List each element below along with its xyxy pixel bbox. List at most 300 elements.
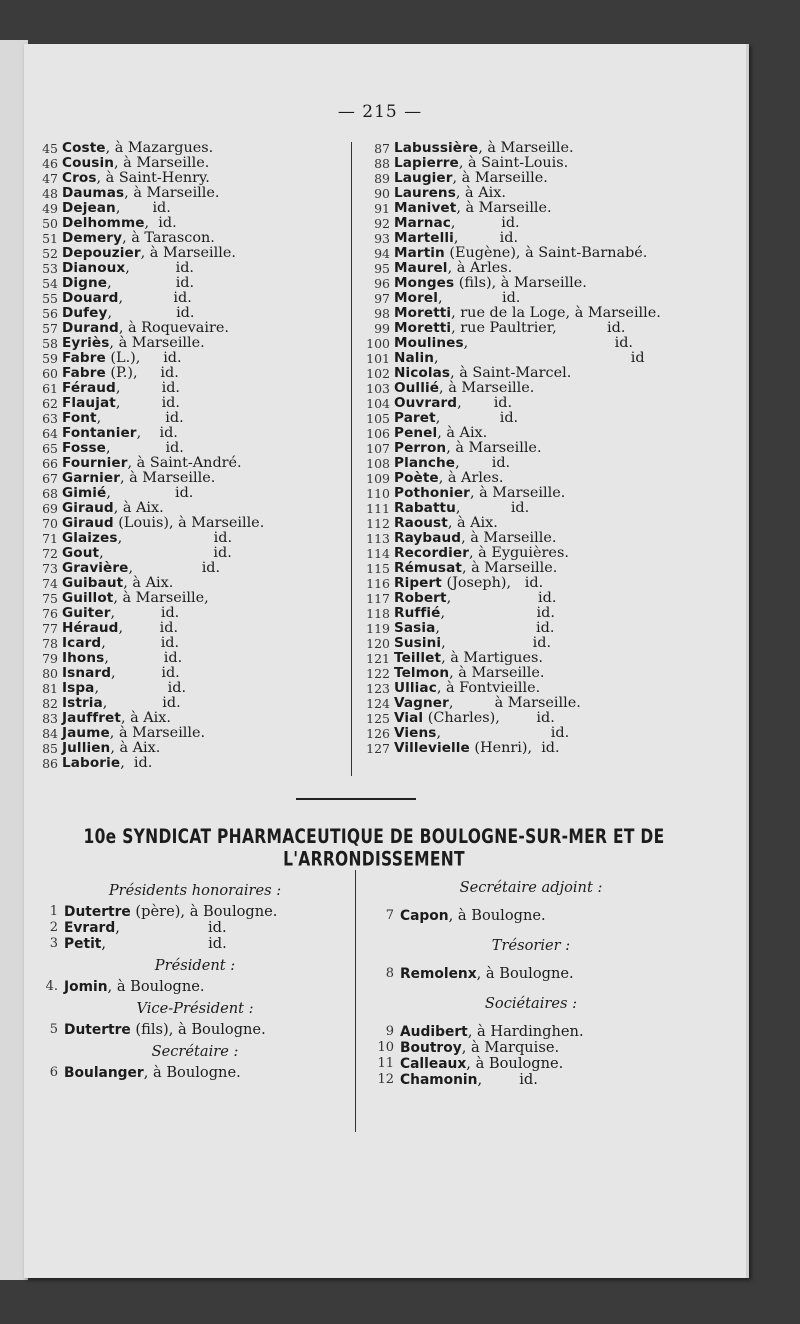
entry-number: 107 <box>366 441 390 456</box>
entry-number: 12 <box>377 1072 394 1087</box>
member-name: Moulines <box>394 335 464 351</box>
member-name: Gimié <box>62 485 107 501</box>
member-location: , id. <box>453 230 519 246</box>
list-item <box>354 591 694 606</box>
member-name: Ruffié <box>394 605 441 621</box>
entry-number: 46 <box>42 156 58 171</box>
list-item <box>354 576 694 591</box>
member-name: Vial <box>394 710 424 726</box>
member-location: , à Aix. <box>447 515 498 531</box>
entry-number: 104 <box>366 396 390 411</box>
member-location: , à Marseille. <box>462 560 558 576</box>
secretaire-list <box>40 1065 350 1081</box>
member-location: , à Fontvieille. <box>436 680 541 696</box>
member-name: Guiter <box>62 605 111 621</box>
list-item <box>354 426 694 441</box>
member-name: Pothonier <box>394 485 470 501</box>
entry-number: 77 <box>42 621 58 636</box>
boulogne-officers-right <box>366 872 696 1088</box>
member-location: , à Boulogne. <box>107 978 205 995</box>
member-location: , à Marseille. <box>452 170 548 186</box>
entry-number: 88 <box>374 156 390 171</box>
member-name: Digne <box>62 275 108 291</box>
member-name: Raybaud <box>394 530 462 546</box>
list-item <box>354 441 694 456</box>
entry-number: 94 <box>374 246 390 261</box>
member-name: Perron <box>394 440 447 456</box>
member-name: Audibert <box>400 1024 468 1040</box>
member-name: Douard <box>62 290 119 306</box>
member-location: , à Roquevaire. <box>118 320 229 336</box>
entry-number: 105 <box>366 411 390 426</box>
member-name: Penel <box>394 425 438 441</box>
list-item <box>40 1022 350 1038</box>
entry-number: 84 <box>42 726 58 741</box>
member-location: , à Saint-Marcel. <box>450 365 572 381</box>
member-list-left <box>32 141 352 771</box>
member-location: (Joseph), id. <box>441 575 544 591</box>
list-item <box>354 186 694 201</box>
list-item <box>354 546 694 561</box>
entry-number: 57 <box>42 321 58 336</box>
member-name: Dutertre <box>64 1022 131 1038</box>
member-location: (fils), à Marseille. <box>454 275 587 291</box>
member-location: , id. <box>110 605 180 621</box>
list-item <box>354 261 694 276</box>
list-item <box>32 636 352 651</box>
column-divider-lower <box>355 870 356 1132</box>
societaires-heading: Sociétaires : <box>484 995 578 1012</box>
secretaire-adjoint-list <box>366 908 696 924</box>
list-item <box>354 276 694 291</box>
member-name: Laborie <box>62 755 121 771</box>
list-item <box>32 516 352 531</box>
entry-number: 71 <box>42 531 58 546</box>
list-item <box>354 336 694 351</box>
member-location: , à Marseille. <box>140 245 236 261</box>
entry-number: 65 <box>42 441 58 456</box>
entry-number: 9 <box>385 1024 394 1039</box>
tresorier-heading: Trésorier : <box>491 937 571 954</box>
list-item <box>354 156 694 171</box>
member-name: Depouzier <box>62 245 141 261</box>
list-item <box>354 246 694 261</box>
president-list <box>40 979 350 995</box>
list-item <box>354 561 694 576</box>
member-location: , id. <box>115 200 171 216</box>
entry-number: 91 <box>374 201 390 216</box>
entry-number: 53 <box>42 261 58 276</box>
list-item <box>40 979 350 995</box>
entry-number: 63 <box>42 411 58 426</box>
member-name: Vagner <box>394 695 449 711</box>
member-name: Lapierre <box>394 155 459 171</box>
entry-number: 54 <box>42 276 58 291</box>
list-item <box>354 726 694 741</box>
member-location: , id. <box>115 380 180 396</box>
entry-number: 99 <box>374 321 390 336</box>
entry-number: 70 <box>42 516 58 531</box>
member-location: , id. <box>107 305 195 321</box>
list-item <box>32 576 352 591</box>
list-item <box>354 696 694 711</box>
entry-number: 126 <box>366 726 390 741</box>
list-item <box>32 486 352 501</box>
member-location: , à Saint-Henry. <box>96 170 210 186</box>
entry-number: 97 <box>374 291 390 306</box>
list-item <box>354 291 694 306</box>
entry-number: 117 <box>366 591 390 606</box>
entry-number: 66 <box>42 456 58 471</box>
member-name: Ulliac <box>394 680 437 696</box>
list-item <box>32 441 352 456</box>
entry-number: 120 <box>366 636 390 651</box>
member-name: Boulanger <box>64 1065 144 1081</box>
entry-number: 55 <box>42 291 58 306</box>
member-location: , à Saint-Louis. <box>458 155 569 171</box>
entry-number: 58 <box>42 336 58 351</box>
entry-number: 73 <box>42 561 58 576</box>
member-name: Martin <box>394 245 445 261</box>
list-item <box>354 516 694 531</box>
member-location: , id <box>434 350 645 366</box>
societaires-list <box>366 1024 696 1088</box>
member-name: Cousin <box>62 155 115 171</box>
member-location: (L.), id. <box>105 350 182 366</box>
list-item <box>32 621 352 636</box>
section-separator <box>296 798 416 800</box>
page-number: — 215 — <box>337 102 423 122</box>
list-item <box>32 156 352 171</box>
member-location: , à Marquise. <box>461 1039 560 1056</box>
list-item <box>354 636 694 651</box>
entry-number: 59 <box>42 351 58 366</box>
member-name: Fontanier <box>62 425 137 441</box>
entry-number: 106 <box>366 426 390 441</box>
member-location: , à Arles. <box>438 470 504 486</box>
member-location: , id. <box>105 440 184 456</box>
entry-number: 95 <box>374 261 390 276</box>
entry-number: 47 <box>42 171 58 186</box>
member-location: , à Marseille. <box>456 200 552 216</box>
list-item <box>32 741 352 756</box>
entry-number: 125 <box>366 711 390 726</box>
member-name: Héraud <box>62 620 119 636</box>
member-name: Evrard <box>64 920 116 936</box>
list-item <box>32 216 352 231</box>
list-item <box>32 561 352 576</box>
entry-number: 86 <box>42 756 58 771</box>
entry-number: 11 <box>377 1056 394 1071</box>
list-item <box>32 366 352 381</box>
list-item <box>354 606 694 621</box>
member-name: Martelli <box>394 230 454 246</box>
entry-number: 121 <box>366 651 390 666</box>
member-location: , id. <box>118 620 179 636</box>
list-item <box>366 1056 696 1072</box>
member-name: Ouvrard <box>394 395 458 411</box>
member-location: (fils), à Boulogne. <box>130 1021 266 1038</box>
entry-number: 74 <box>42 576 58 591</box>
list-item <box>354 486 694 501</box>
entry-number: 127 <box>366 741 390 756</box>
entry-number: 69 <box>42 501 58 516</box>
entry-number: 7 <box>385 908 394 923</box>
entry-number: 98 <box>374 306 390 321</box>
member-name: Nicolas <box>394 365 451 381</box>
member-name: Ripert <box>394 575 442 591</box>
list-item <box>32 186 352 201</box>
member-location: , id. <box>144 215 177 231</box>
member-name: Dufey <box>62 305 108 321</box>
member-location: , à Tarascon. <box>122 230 215 246</box>
member-location: , id. <box>120 755 153 771</box>
member-location: , id. <box>440 605 555 621</box>
entry-number: 81 <box>42 681 58 696</box>
list-item <box>354 141 694 156</box>
member-location: , id. <box>102 695 181 711</box>
member-location: , id. <box>446 590 557 606</box>
member-name: Féraud <box>62 380 116 396</box>
member-name: Calleaux <box>400 1056 467 1072</box>
member-name: Monges <box>394 275 455 291</box>
member-name: Sasia <box>394 620 436 636</box>
list-item <box>32 336 352 351</box>
entry-number: 6 <box>49 1065 58 1080</box>
entry-number: 123 <box>366 681 390 696</box>
list-item <box>354 651 694 666</box>
entry-number: 56 <box>42 306 58 321</box>
member-location: , à Marseille. <box>478 140 574 156</box>
list-item <box>32 321 352 336</box>
member-name: Manivet <box>394 200 457 216</box>
member-location: , à Marseille. <box>114 155 210 171</box>
list-item <box>32 171 352 186</box>
list-item <box>32 696 352 711</box>
list-item <box>32 666 352 681</box>
member-location: , à Marseille. <box>448 695 581 711</box>
member-location: , à Eyguières. <box>469 545 569 561</box>
entry-number: 93 <box>374 231 390 246</box>
list-item <box>354 681 694 696</box>
member-location: , à Aix. <box>437 425 488 441</box>
member-location: , à Marseille. <box>124 185 220 201</box>
entry-number: 101 <box>366 351 390 366</box>
entry-number: 62 <box>42 396 58 411</box>
member-location: , id. <box>104 650 183 666</box>
entry-number: 80 <box>42 666 58 681</box>
vice-president-heading: Vice-Président : <box>136 1000 254 1017</box>
member-name: Morel <box>394 290 438 306</box>
member-name: Demery <box>62 230 123 246</box>
list-item <box>354 381 694 396</box>
member-name: Villevielle <box>394 740 470 756</box>
list-item <box>366 908 696 924</box>
member-name: Guillot <box>62 590 114 606</box>
member-name: Rabattu <box>394 500 456 516</box>
entry-number: 110 <box>366 486 390 501</box>
member-location: , id. <box>136 425 178 441</box>
list-item <box>32 681 352 696</box>
member-name: Marnac <box>394 215 451 231</box>
member-location: , à Marseille. <box>109 725 206 741</box>
member-location: (Eugène), à Saint-Barnabé. <box>444 245 648 261</box>
entry-number: 87 <box>374 141 390 156</box>
member-location: , id. <box>457 395 513 411</box>
list-item <box>32 756 352 771</box>
list-item <box>32 501 352 516</box>
list-item <box>354 666 694 681</box>
member-name: Icard <box>62 635 102 651</box>
entry-number: 119 <box>366 621 390 636</box>
member-name: Jauffret <box>62 710 121 726</box>
entry-number: 122 <box>366 666 390 681</box>
entry-number: 8 <box>385 966 394 981</box>
list-item <box>366 1072 696 1088</box>
member-name: Moretti <box>394 320 452 336</box>
entry-number: 102 <box>366 366 390 381</box>
member-name: Isnard <box>62 665 112 681</box>
list-item <box>32 426 352 441</box>
entry-number: 85 <box>42 741 58 756</box>
member-name: Gout <box>62 545 100 561</box>
list-item <box>354 456 694 471</box>
entry-number: 90 <box>374 186 390 201</box>
entry-number: 48 <box>42 186 58 201</box>
member-location: , id. <box>455 500 530 516</box>
list-item <box>354 321 694 336</box>
member-location: (Louis), à Marseille. <box>113 515 265 531</box>
list-item <box>40 1065 350 1081</box>
member-name: Giraud <box>62 515 114 531</box>
list-item <box>32 261 352 276</box>
member-location: , à Aix. <box>110 740 161 756</box>
member-location: , à Marseille. <box>120 470 216 486</box>
list-item <box>32 291 352 306</box>
list-item <box>354 396 694 411</box>
member-name: Fabre <box>62 350 106 366</box>
secretaire-heading: Secrétaire : <box>151 1043 239 1060</box>
list-item <box>40 936 350 952</box>
entry-number: 72 <box>42 546 58 561</box>
list-item <box>354 306 694 321</box>
entry-number: 109 <box>366 471 390 486</box>
entry-number: 68 <box>42 486 58 501</box>
member-location: , à Mazargues. <box>105 140 214 156</box>
entry-number: 108 <box>366 456 390 471</box>
entry-number: 45 <box>42 141 58 156</box>
member-location: , id. <box>441 635 552 651</box>
member-location: , à Aix. <box>113 500 164 516</box>
member-location: , à Marseille. <box>439 380 535 396</box>
entry-number: 3 <box>49 936 58 951</box>
entry-number: 78 <box>42 636 58 651</box>
list-item <box>32 651 352 666</box>
list-item <box>354 531 694 546</box>
member-name: Jomin <box>64 979 108 995</box>
member-location: , id. <box>436 725 570 741</box>
member-location: , à Aix. <box>120 710 171 726</box>
entry-number: 124 <box>366 696 390 711</box>
member-location: (Henri), id. <box>469 740 560 756</box>
member-name: Capon <box>400 908 449 924</box>
member-name: Laugier <box>394 170 453 186</box>
list-item <box>354 171 694 186</box>
list-item <box>32 276 352 291</box>
list-item <box>366 1024 696 1040</box>
list-item <box>32 711 352 726</box>
member-name: Teillet <box>394 650 442 666</box>
member-location: , id. <box>106 485 194 501</box>
member-location: , id. <box>128 560 221 576</box>
entry-number: 76 <box>42 606 58 621</box>
boulogne-officers-left <box>40 870 350 1081</box>
list-item <box>354 411 694 426</box>
entry-number: 103 <box>366 381 390 396</box>
list-item <box>366 1040 696 1056</box>
member-name: Remolenx <box>400 966 477 982</box>
list-item <box>40 920 350 936</box>
list-item <box>40 904 350 920</box>
entry-number: 52 <box>42 246 58 261</box>
member-location: , id. <box>101 935 227 952</box>
member-name: Rémusat <box>394 560 462 576</box>
list-item <box>354 711 694 726</box>
entry-number: 1 <box>49 904 58 919</box>
vice-president-list <box>40 1022 350 1038</box>
column-divider <box>351 142 352 776</box>
member-name: Susini <box>394 635 442 651</box>
entry-number: 61 <box>42 381 58 396</box>
member-location: (Charles), id. <box>423 710 555 726</box>
member-name: Ihons <box>62 650 105 666</box>
entry-number: 118 <box>366 606 390 621</box>
entry-number: 2 <box>49 920 58 935</box>
list-item <box>32 351 352 366</box>
entry-number: 96 <box>374 276 390 291</box>
member-location: , id. <box>463 335 633 351</box>
list-item <box>32 531 352 546</box>
member-name: Robert <box>394 590 447 606</box>
member-name: Petit <box>64 936 102 952</box>
member-name: Raoust <box>394 515 448 531</box>
member-location: , à Boulogne. <box>448 907 546 924</box>
entry-number: 49 <box>42 201 58 216</box>
list-item <box>354 216 694 231</box>
list-item <box>354 471 694 486</box>
list-item <box>32 546 352 561</box>
list-item <box>354 201 694 216</box>
member-location: , à Arles. <box>447 260 513 276</box>
member-location: , à Hardinghen. <box>467 1023 584 1040</box>
member-location: , à Marseille. <box>461 530 557 546</box>
entry-number: 64 <box>42 426 58 441</box>
member-location: , à Marseille. <box>469 485 566 501</box>
entry-number: 100 <box>366 336 390 351</box>
member-name: Dianoux <box>62 260 126 276</box>
list-item <box>32 456 352 471</box>
list-item <box>354 741 694 756</box>
member-location: , id. <box>101 635 180 651</box>
member-name: Glaizes <box>62 530 118 546</box>
member-location: , à Boulogne. <box>476 965 574 982</box>
entry-number: 115 <box>366 561 390 576</box>
member-name: Fosse <box>62 440 106 456</box>
member-name: Oullié <box>394 380 440 396</box>
member-location: , à Boulogne. <box>466 1055 564 1072</box>
list-item <box>32 726 352 741</box>
list-item <box>354 231 694 246</box>
